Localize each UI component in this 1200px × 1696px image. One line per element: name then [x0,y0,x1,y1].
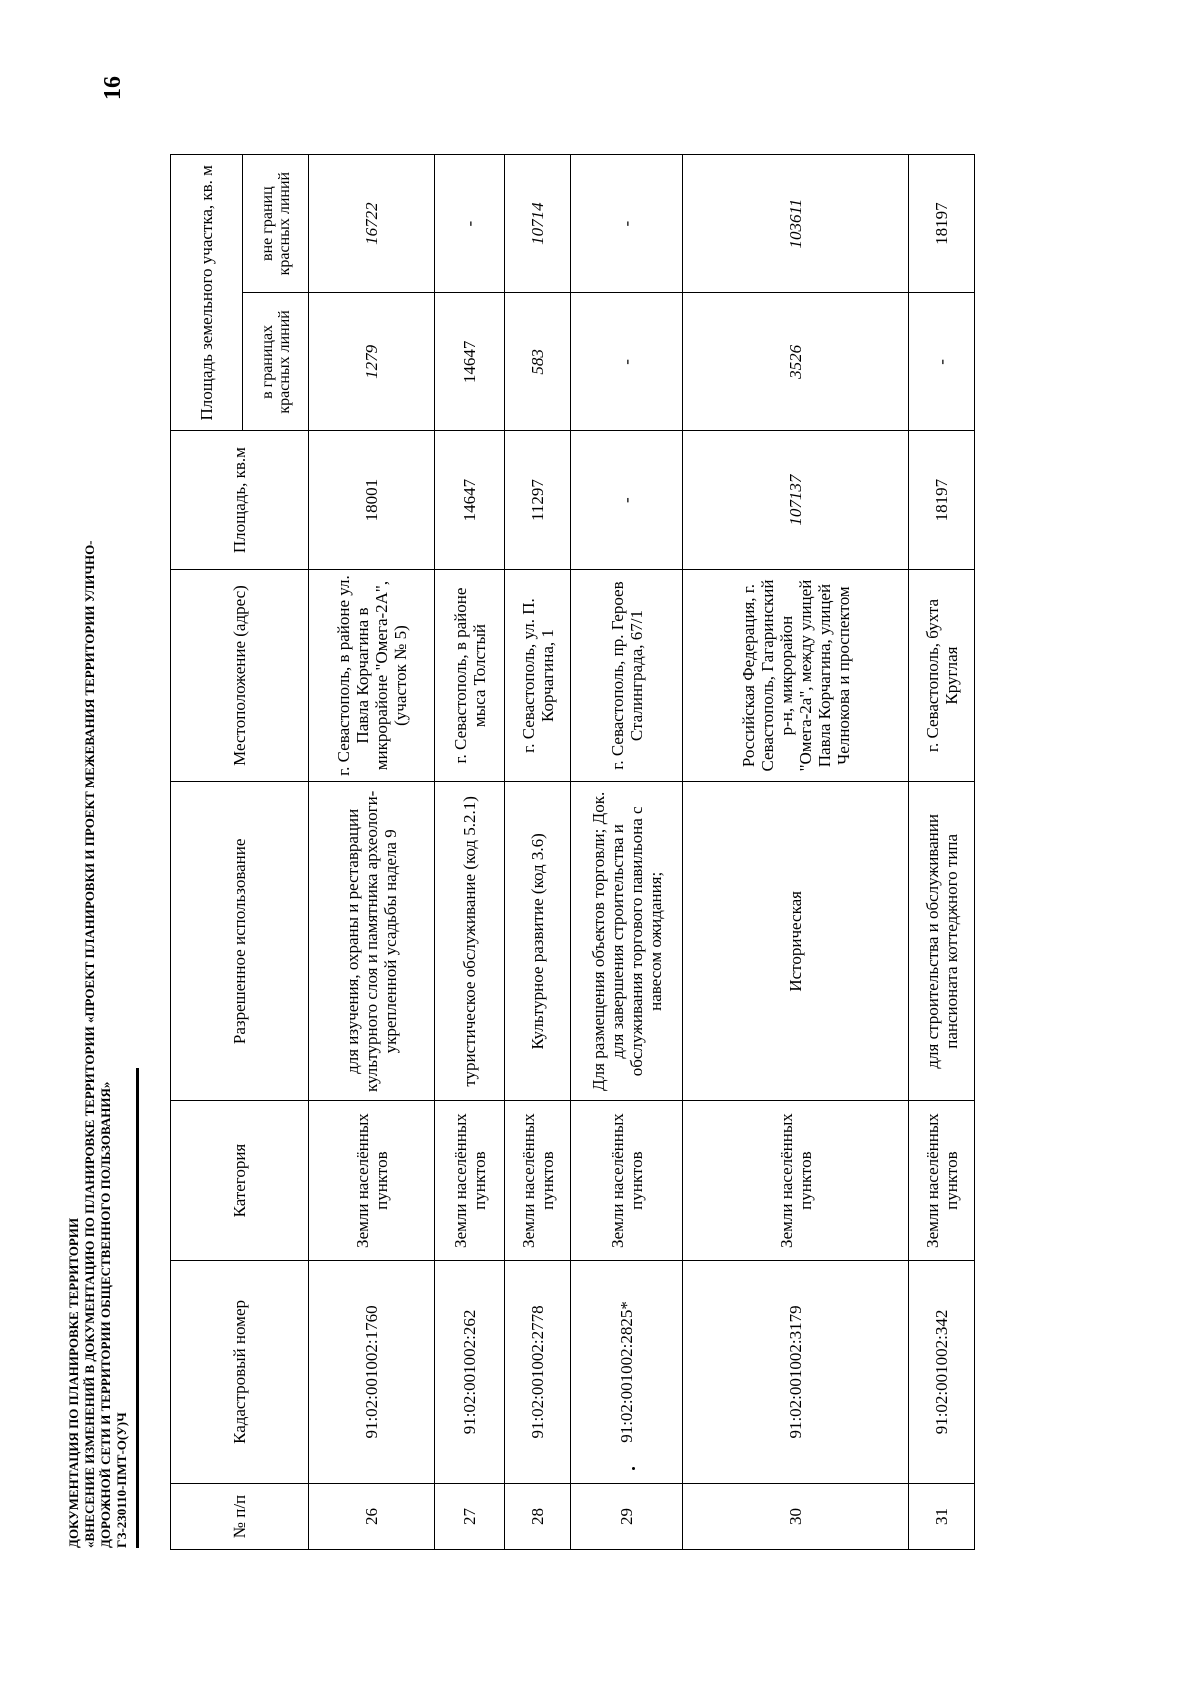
header-line: ДОКУМЕНТАЦИЯ ПО ПЛАНИРОВКЕ ТЕРРИТОРИИ [66,1217,81,1548]
cell-usage: для строительства и обслуживании пансионата коттеджного типа [909,782,975,1101]
table-row [309,155,435,1550]
cell-num: 30 [683,1484,909,1550]
cell-cadastral: 91:02:001002:1760 [309,1260,435,1483]
header-cadastral: Кадастровый номер [171,1260,309,1483]
cell-inside: - [571,293,683,431]
header-outside-red-lines: вне границ красных линий [243,155,309,293]
header-num: № п/п [171,1484,309,1550]
header-line: ГЗ-230110-ПМТ-О(У)Ч [114,1412,129,1548]
cell-outside: 10714 [505,155,571,293]
cell-inside: - [909,293,975,431]
document-header [66,540,130,1548]
cell-area: 107137 [683,431,909,569]
cell-inside: 583 [505,293,571,431]
cell-location: г. Севастополь, в районе ул. Павла Корчагина в микрорайоне "Омега-2А", (участок № 5) [309,569,435,782]
cell-location: Российская Федерация, г. Севастополь, Гагаринский р-н, микрорайон "Омега-2а", между улицей Павла Корчагина, улицей Челнокова и проспектом [683,569,909,782]
cell-num: 28 [505,1484,571,1550]
table-row [909,155,975,1550]
cell-inside: 3526 [683,293,909,431]
cell-cadastral: 91:02:001002:2778 [505,1260,571,1483]
cell-usage: Для размещения объектов торговли; Док. для завершения строительства и обслуживания торгового павильона с навесом ожидания; [571,782,683,1101]
land-parcels-table [170,154,975,1550]
cell-area: 14647 [435,431,505,569]
header-area: Площадь, кв.м [171,431,309,569]
cell-cadastral: 91:02:001002:3179 [683,1260,909,1483]
cell-category: Земли населённых пунктов [435,1101,505,1260]
cell-area: 18197 [909,431,975,569]
header-land-area: Площадь земельного участка, кв. м [171,155,243,432]
table-row [683,155,909,1550]
cell-category: Земли населённых пунктов [309,1101,435,1260]
header-underline [136,1068,139,1548]
cell-outside: 18197 [909,155,975,293]
cell-location: г. Севастополь, в районе мыса Толстый [435,569,505,782]
cell-num: 26 [309,1484,435,1550]
cell-outside: - [435,155,505,293]
cell-cadastral: 91:02:001002:2825* [571,1260,683,1483]
header-location: Местоположение (адрес) [171,569,309,782]
cell-area: 11297 [505,431,571,569]
cell-category: Земли населённых пунктов [571,1101,683,1260]
table-row [435,155,505,1550]
scan-dot [632,1467,635,1470]
cell-inside: 14647 [435,293,505,431]
cell-inside: 1279 [309,293,435,431]
cell-location: г. Севастополь, пр. Героев Сталинграда, 67/1 [571,569,683,782]
header-usage: Разрешенное использование [171,782,309,1101]
table-row [505,155,571,1550]
header-line: «ВНЕСЕНИЕ ИЗМЕНЕНИЙ В ДОКУМЕНТАЦИЮ ПО ПЛАНИРОВКЕ ТЕРРИТОРИИ «ПРОЕКТ ПЛАНИРОВКИ И ПРОЕКТ МЕЖЕВАНИЯ ТЕРРИТОРИИ УЛИЧНО- [82,540,97,1548]
header-line: ДОРОЖНОЙ СЕТИ И ТЕРРИТОРИИ ОБЩЕСТВЕННОГО ПОЛЬЗОВАНИЯ» [98,1081,113,1548]
header-category: Категория [171,1101,309,1260]
cell-outside: 103611 [683,155,909,293]
cell-outside: - [571,155,683,293]
cell-num: 27 [435,1484,505,1550]
cell-num: 29 [571,1484,683,1550]
cell-location: г. Севастополь, бухта Круглая [909,569,975,782]
cell-cadastral: 91:02:001002:342 [909,1260,975,1483]
cell-location: г. Севастополь, ул. П. Корчагина, 1 [505,569,571,782]
table-row [571,155,683,1550]
cell-usage: Историческая [683,782,909,1101]
cell-outside: 16722 [309,155,435,293]
cell-cadastral: 91:02:001002:262 [435,1260,505,1483]
cell-category: Земли населённых пунктов [683,1101,909,1260]
cell-num: 31 [909,1484,975,1550]
rotated-page [40,76,1170,1640]
cell-usage: для изучения, охраны и реставрации культурного слоя и памятника археологи-укрепленной усадьбы надела 9 [309,782,435,1101]
cell-area: - [571,431,683,569]
cell-usage: Культурное развитие (код 3.6) [505,782,571,1101]
page-number: 16 [100,76,126,100]
cell-category: Земли населённых пунктов [505,1101,571,1260]
cell-category: Земли населённых пунктов [909,1101,975,1260]
cell-area: 18001 [309,431,435,569]
cell-usage: туристическое обслуживание (код 5.2.1) [435,782,505,1101]
header-inside-red-lines: в границах красных линий [243,293,309,431]
